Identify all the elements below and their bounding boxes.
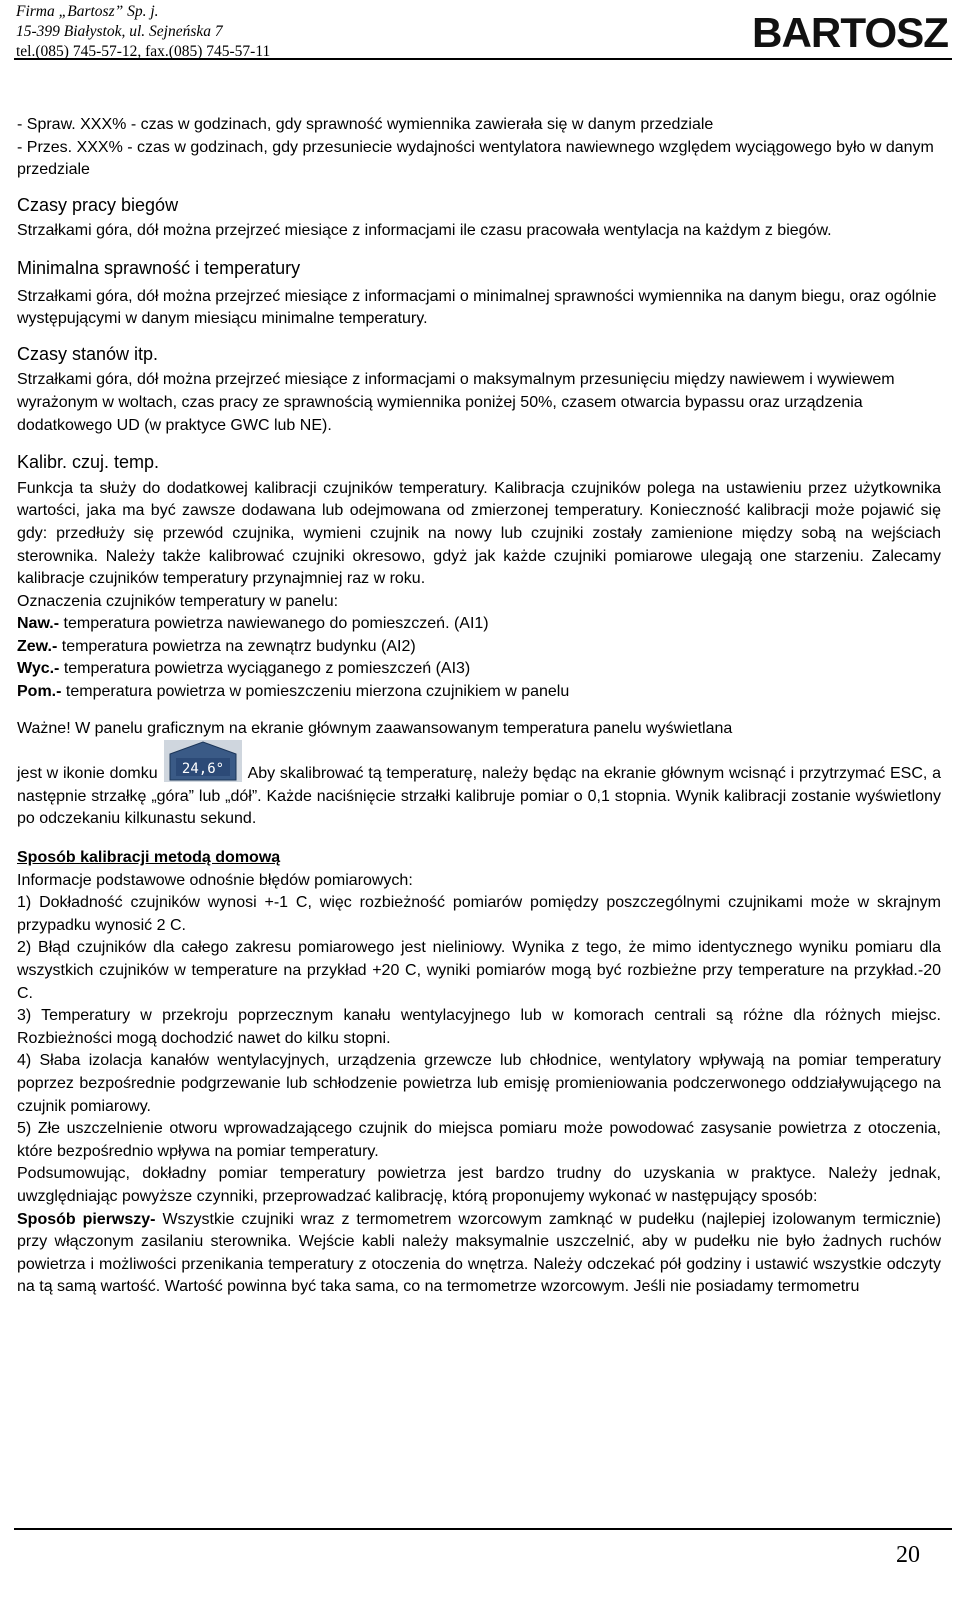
sensor-desc: temperatura powietrza w pomieszczeniu mierzona czujnikiem w panelu bbox=[61, 683, 570, 701]
list-item: 5) Złe uszczelnienie otworu wprowadzającego czujnik do miejsca pomiaru może powodować zasysanie powietrza z otoczenia, które bezpośrednio wpływa na pomiar temperatury. bbox=[17, 1120, 941, 1160]
bartosz-logo bbox=[752, 2, 952, 56]
line-spraw: - Spraw. XXX% - czas w godzinach, gdy sprawność wymiennika zawierała się w danym przedziale bbox=[17, 116, 714, 133]
list-item: 3) Temperatury w przekroju poprzecznym kanału wentylacyjnego lub w komorach centrali są różne dla różnych miejsc. Rozbieżności mogą dochodzić nawet do kilku stopni. bbox=[17, 1007, 941, 1047]
para-wazne-2b: Aby skalibrować tą temperaturę, należy będąc na ekranie głównym wcisnąć i przytrzymać ESC, a następnie strzałkę „góra” lub „dół”. Każde naciśnięcie strzałki kalibruje pomiar o 0,1 stopnia. Wynik kalibracji zostanie wyświetlony po odczekaniu kilkunastu sekund. bbox=[17, 765, 941, 828]
logo-text-part1: BARTOSZ bbox=[752, 9, 949, 56]
page-number: 20 bbox=[896, 1542, 920, 1568]
para-czasy-pracy: Strzałkami góra, dół można przejrzeć miesiące z informacjami ile czasu pracowała wentylacja na każdym z biegów. bbox=[17, 222, 832, 240]
line-przes: - Przes. XXX% - czas w godzinach, gdy przesuniecie wydajności wentylatora nawiewnego względem wyciągowego było w danym przedziale bbox=[17, 138, 934, 179]
footer-rule bbox=[14, 1528, 952, 1530]
list-item: 4) Słaba izolacja kanałów wentylacyjnych, urządzenia grzewcze lub chłodnice, wentylatory wpływają na pomiar temperatury poprzez bezpośrednie podgrzewanie lub schłodzenie powietrza lub emisję promieniowania podczerwonego oddziaływującego na czujnik pomiarowy. bbox=[17, 1052, 941, 1115]
sensor-desc: temperatura powietrza wyciąganego z pomieszczeń (AI3) bbox=[59, 660, 471, 678]
sensor-desc: temperatura powietrza nawiewanego do pomieszczeń. (AI1) bbox=[59, 615, 489, 633]
para-wazne-2 bbox=[17, 740, 941, 831]
para-podsumowujac: Podsumowując, dokładny pomiar temperatury powietrza jest bardzo trudny do uzyskania w praktyce. Należy jednak, uwzględniając powyższe czynniki, przeprowadzać kalibrację, którą proponujemy wykonać w następujący sposób: bbox=[17, 1165, 941, 1205]
sensor-row bbox=[17, 658, 941, 681]
sensor-code: Naw.- bbox=[17, 615, 60, 633]
header-rule bbox=[14, 58, 952, 60]
para-kalibracja: Funkcja ta służy do dodatkowej kalibracji czujników temperatury. Kalibracja czujników polega na ustawieniu przez użytkownika wartości, jaka ma być zawsze dodawana lub odejmowana od zmierzonej temperatury. Konieczność kalibracji może pojawić się gdy: przedłuży się przewód czujnika, wymieni czujnik na nowy lub czujniki zostały zamienione między sobą na wejściach sterownika. Należy także kalibrować czujniki okresowo, gdyż jak każde czujniki pomiarowe ulegają one starzeniu. Zalecamy kalibracje czujników temperatury przynajmniej raz w roku. bbox=[17, 479, 941, 588]
para-min-sprawnosc: Strzałkami góra, dół można przejrzeć miesiące z informacjami o minimalnej sprawności wymiennika na danym biegu, oraz ogólnie występującymi w danym miesiącu minimalne temperatury. bbox=[17, 287, 937, 328]
company-address: 15-399 Białystok, ul. Sejneńska 7 bbox=[16, 23, 223, 40]
sensor-code: Zew.- bbox=[17, 637, 58, 655]
heading-czasy-stanow: Czasy stanów itp. bbox=[17, 343, 159, 364]
sensor-row bbox=[17, 613, 941, 636]
sensor-row bbox=[17, 681, 941, 704]
company-phone-fax: tel.(085) 745-57-12, fax.(085) 745-57-11 bbox=[16, 43, 271, 60]
page-header bbox=[0, 0, 960, 60]
heading-sposob-kalibracji: Sposób kalibracji metodą domową bbox=[17, 849, 281, 867]
para-czasy-stanow: Strzałkami góra, dół można przejrzeć miesiące z informacjami o maksymalnym przesunięciu między nawiewem i wywiewem wyrażonym w woltach, czas pracy ze sprawnością wymiennika poniżej 50%, czasem otwarcia bypassu oraz urządzenia dodatkowego UD (w praktyce GWC lub NE). bbox=[17, 371, 895, 434]
sensor-code: Pom.- bbox=[17, 683, 62, 701]
company-info bbox=[16, 2, 270, 62]
para-oznaczenia: Oznaczenia czujników temperatury w panelu: bbox=[17, 592, 339, 610]
document-body bbox=[17, 114, 941, 1299]
icon-temp-value: 24,6° bbox=[181, 761, 224, 778]
sposob-pierwszy-text: Wszystkie czujniki wraz z termometrem wzorcowym zamknąć w pudełku (najlepiej izolowanym termicznie) przy włączonym zasilaniu sterownika. Wejście kabli należy maksymalnie uszczelnić, aby w pudełku nie było żadnych ruchów powietrza i możliwości przenikania temperatury z otoczenia do wnętrza. Należy odczekać pół godziny i ustawić wszystkie odczyty na tą samą wartość. Wartość powinna być taka sama, co na termometrze wzorcowym. Jeśli nie posiadamy termometru bbox=[17, 1210, 941, 1296]
heading-kalibracja: Kalibr. czuj. temp. bbox=[17, 452, 160, 473]
sensor-desc: temperatura powietrza na zewnątrz budynku (AI2) bbox=[57, 637, 416, 655]
house-temperature-icon bbox=[164, 740, 242, 782]
heading-czasy-pracy: Czasy pracy biegów bbox=[17, 194, 179, 215]
sensor-row bbox=[17, 636, 941, 659]
para-wazne-2a: jest w ikonie domku bbox=[17, 765, 158, 783]
heading-min-sprawnosc: Minimalna sprawność i temperatury bbox=[17, 257, 301, 278]
sensor-code: Wyc.- bbox=[17, 660, 60, 678]
company-name: Firma „Bartosz” Sp. j. bbox=[16, 3, 159, 20]
list-item: 2) Błąd czujników dla całego zakresu pomiarowego jest nieliniowy. Wynika z tego, że mimo identycznego wyniku pomiaru dla wszystkich czujników w temperature na przykład +20 C, wyniki pomiarów mogą być rozbieżne przy temperature na przykład.-20 C. bbox=[17, 939, 941, 1002]
sposob-pierwszy-label: Sposób pierwszy- bbox=[17, 1210, 156, 1228]
para-sposob-pierwszy bbox=[17, 1209, 941, 1299]
list-item: 1) Dokładność czujników wynosi +-1 C, więc rozbieżność pomiarów pomiędzy poszczególnymi czujnikami może w skrajnym przypadku wynosić 2 C. bbox=[17, 894, 941, 934]
para-info: Informacje podstawowe odnośnie błędów pomiarowych: bbox=[17, 871, 413, 889]
para-wazne-1: Ważne! W panelu graficznym na ekranie głównym zaawansowanym temperatura panelu wyświetlana bbox=[17, 719, 733, 737]
